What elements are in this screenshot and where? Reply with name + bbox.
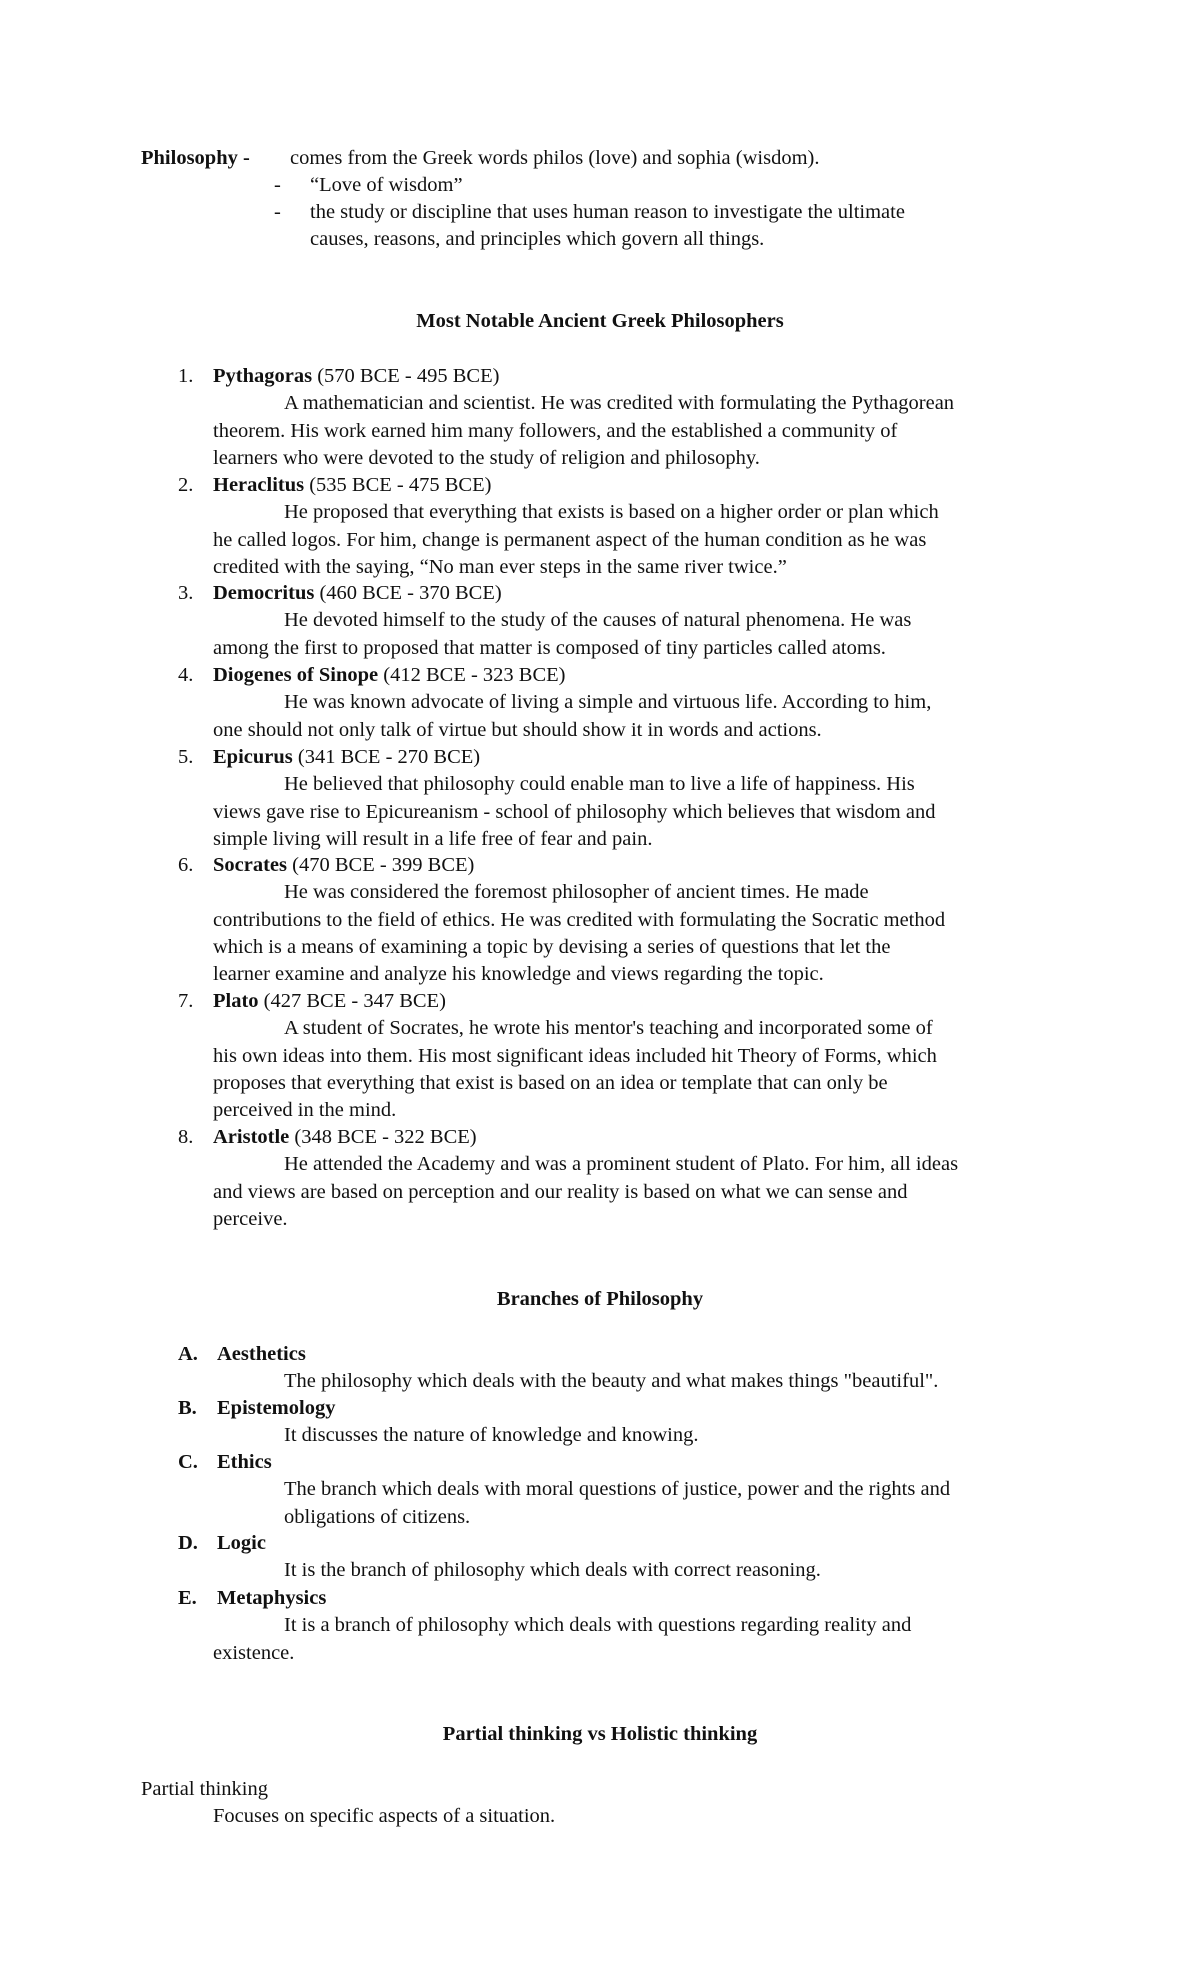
branch-description-line: obligations of citizens. bbox=[284, 1505, 471, 1528]
branch-name: Metaphysics bbox=[217, 1587, 327, 1609]
philosopher-description-line: his own ideas into them. His most significant ideas included hit Theory of Forms, which bbox=[213, 1044, 937, 1067]
philosopher-title bbox=[213, 1124, 477, 1151]
philosopher-title bbox=[213, 363, 499, 390]
philosopher-description-line: one should not only talk of virtue but should show it in words and actions. bbox=[213, 718, 822, 741]
bullet-marker: - bbox=[274, 174, 281, 196]
philosopher-description-line: theorem. His work earned him many followers, and the established a community of bbox=[213, 419, 898, 442]
philosopher-description-line: He was known advocate of living a simple and virtuous life. According to him, bbox=[284, 691, 932, 714]
list-number: 3. bbox=[178, 582, 194, 604]
branch-name: Logic bbox=[217, 1532, 266, 1554]
philosopher-description-line: He was considered the foremost philosopher of ancient times. He made bbox=[284, 881, 869, 904]
philosopher-description-line: He proposed that everything that exists is based on a higher order or plan which bbox=[284, 501, 939, 524]
philosopher-description-line: among the first to proposed that matter is composed of tiny particles called atoms. bbox=[213, 636, 886, 659]
philosopher-description-line: and views are based on perception and our reality is based on what we can sense and bbox=[213, 1180, 908, 1203]
branch-name: Epistemology bbox=[217, 1397, 336, 1419]
philosopher-description-line: A mathematician and scientist. He was credited with formulating the Pythagorean bbox=[284, 392, 955, 415]
philosopher-dates: (348 BCE - 322 BCE) bbox=[294, 1126, 477, 1148]
philosopher-dates: (460 BCE - 370 BCE) bbox=[319, 582, 502, 604]
philosopher-dates: (427 BCE - 347 BCE) bbox=[263, 990, 446, 1012]
branch-description-line: The philosophy which deals with the beauty and what makes things "beautiful". bbox=[284, 1370, 939, 1393]
partial-thinking-label: Partial thinking bbox=[141, 1778, 268, 1800]
list-number: 1. bbox=[178, 365, 194, 387]
philosopher-title bbox=[213, 662, 566, 689]
branch-letter: A. bbox=[178, 1343, 198, 1365]
philosopher-title bbox=[213, 852, 474, 879]
philosopher-description-line: He attended the Academy and was a prominent student of Plato. For him, all ideas bbox=[284, 1153, 959, 1176]
branch-letter: C. bbox=[178, 1451, 198, 1473]
philosopher-dates: (341 BCE - 270 BCE) bbox=[297, 746, 481, 768]
philosopher-description-line: views gave rise to Epicureanism - school of philosophy which believes that wisdom and bbox=[213, 800, 936, 823]
philosopher-name: Plato bbox=[213, 990, 259, 1012]
list-number: 8. bbox=[178, 1126, 194, 1148]
branch-description-line: The branch which deals with moral questions of justice, power and the rights and bbox=[284, 1478, 951, 1501]
philosopher-description-line: he called logos. For him, change is permanent aspect of the human condition as he was bbox=[213, 528, 927, 551]
philosopher-name: Epicurus bbox=[213, 746, 293, 768]
branch-description-line: It is the branch of philosophy which deals with correct reasoning. bbox=[284, 1559, 821, 1582]
philosopher-dates: (412 BCE - 323 BCE) bbox=[383, 664, 566, 686]
branch-letter: E. bbox=[178, 1587, 197, 1609]
philosopher-description-line: He believed that philosophy could enable man to live a life of happiness. His bbox=[284, 773, 915, 796]
branch-letter: B. bbox=[178, 1397, 197, 1419]
philosopher-description-line: proposes that everything that exist is based on an idea or template that can only be bbox=[213, 1071, 888, 1094]
philosopher-description-line: which is a means of examining a topic by devising a series of questions that let the bbox=[213, 935, 891, 958]
philosopher-name: Socrates bbox=[213, 854, 288, 876]
list-number: 5. bbox=[178, 746, 194, 768]
branch-letter: D. bbox=[178, 1532, 198, 1554]
philosopher-dates: (535 BCE - 475 BCE) bbox=[309, 474, 492, 496]
list-number: 4. bbox=[178, 664, 194, 686]
philosopher-description-line: He devoted himself to the study of the causes of natural phenomena. He was bbox=[284, 609, 912, 632]
philosopher-name: Aristotle bbox=[213, 1126, 290, 1148]
philosopher-description-line: simple living will result in a life free of fear and pain. bbox=[213, 827, 653, 850]
philosopher-description-line: contributions to the field of ethics. He was credited with formulating the Socratic method bbox=[213, 908, 946, 931]
philosophers-heading: Most Notable Ancient Greek Philosophers bbox=[416, 310, 784, 332]
philosopher-description-line: A student of Socrates, he wrote his mentor's teaching and incorporated some of bbox=[284, 1017, 933, 1040]
list-number: 6. bbox=[178, 854, 194, 876]
philosopher-title bbox=[213, 744, 480, 771]
philosopher-description-line: learners who were devoted to the study of religion and philosophy. bbox=[213, 446, 760, 469]
definition-bullet-2-line-1: the study or discipline that uses human reason to investigate the ultimate bbox=[310, 201, 905, 223]
philosopher-title bbox=[213, 472, 491, 499]
bullet-marker: - bbox=[274, 201, 281, 223]
philosopher-dates: (570 BCE - 495 BCE) bbox=[317, 365, 500, 387]
branch-description-line: It discusses the nature of knowledge and knowing. bbox=[284, 1424, 699, 1447]
philosopher-title bbox=[213, 580, 502, 607]
philosopher-description-line: credited with the saying, “No man ever steps in the same river twice.” bbox=[213, 555, 787, 578]
definition-term: Philosophy - bbox=[141, 147, 250, 169]
philosopher-name: Diogenes of Sinope bbox=[213, 664, 379, 686]
philosopher-name: Pythagoras bbox=[213, 365, 313, 387]
philosopher-dates: (470 BCE - 399 BCE) bbox=[292, 854, 475, 876]
partial-thinking-text: Focuses on specific aspects of a situation. bbox=[213, 1805, 556, 1827]
definition-text: comes from the Greek words philos (love) and sophia (wisdom). bbox=[290, 147, 820, 169]
philosopher-title bbox=[213, 988, 446, 1015]
thinking-heading: Partial thinking vs Holistic thinking bbox=[442, 1723, 758, 1745]
list-number: 2. bbox=[178, 474, 194, 496]
list-number: 7. bbox=[178, 990, 194, 1012]
branch-name: Ethics bbox=[217, 1451, 272, 1473]
philosopher-description-line: learner examine and analyze his knowledge and views regarding the topic. bbox=[213, 963, 824, 986]
branch-description-line: It is a branch of philosophy which deals with questions regarding reality and bbox=[284, 1614, 912, 1637]
branch-name: Aesthetics bbox=[217, 1343, 306, 1365]
branch-description-line: existence. bbox=[213, 1641, 295, 1664]
branches-heading: Branches of Philosophy bbox=[496, 1288, 704, 1310]
philosopher-name: Democritus bbox=[213, 582, 315, 604]
philosopher-name: Heraclitus bbox=[213, 474, 305, 496]
philosopher-description-line: perceive. bbox=[213, 1207, 288, 1230]
philosopher-description-line: perceived in the mind. bbox=[213, 1099, 397, 1122]
definition-bullet-2-line-2: causes, reasons, and principles which govern all things. bbox=[310, 228, 765, 250]
definition-bullet-1: “Love of wisdom” bbox=[310, 174, 463, 196]
